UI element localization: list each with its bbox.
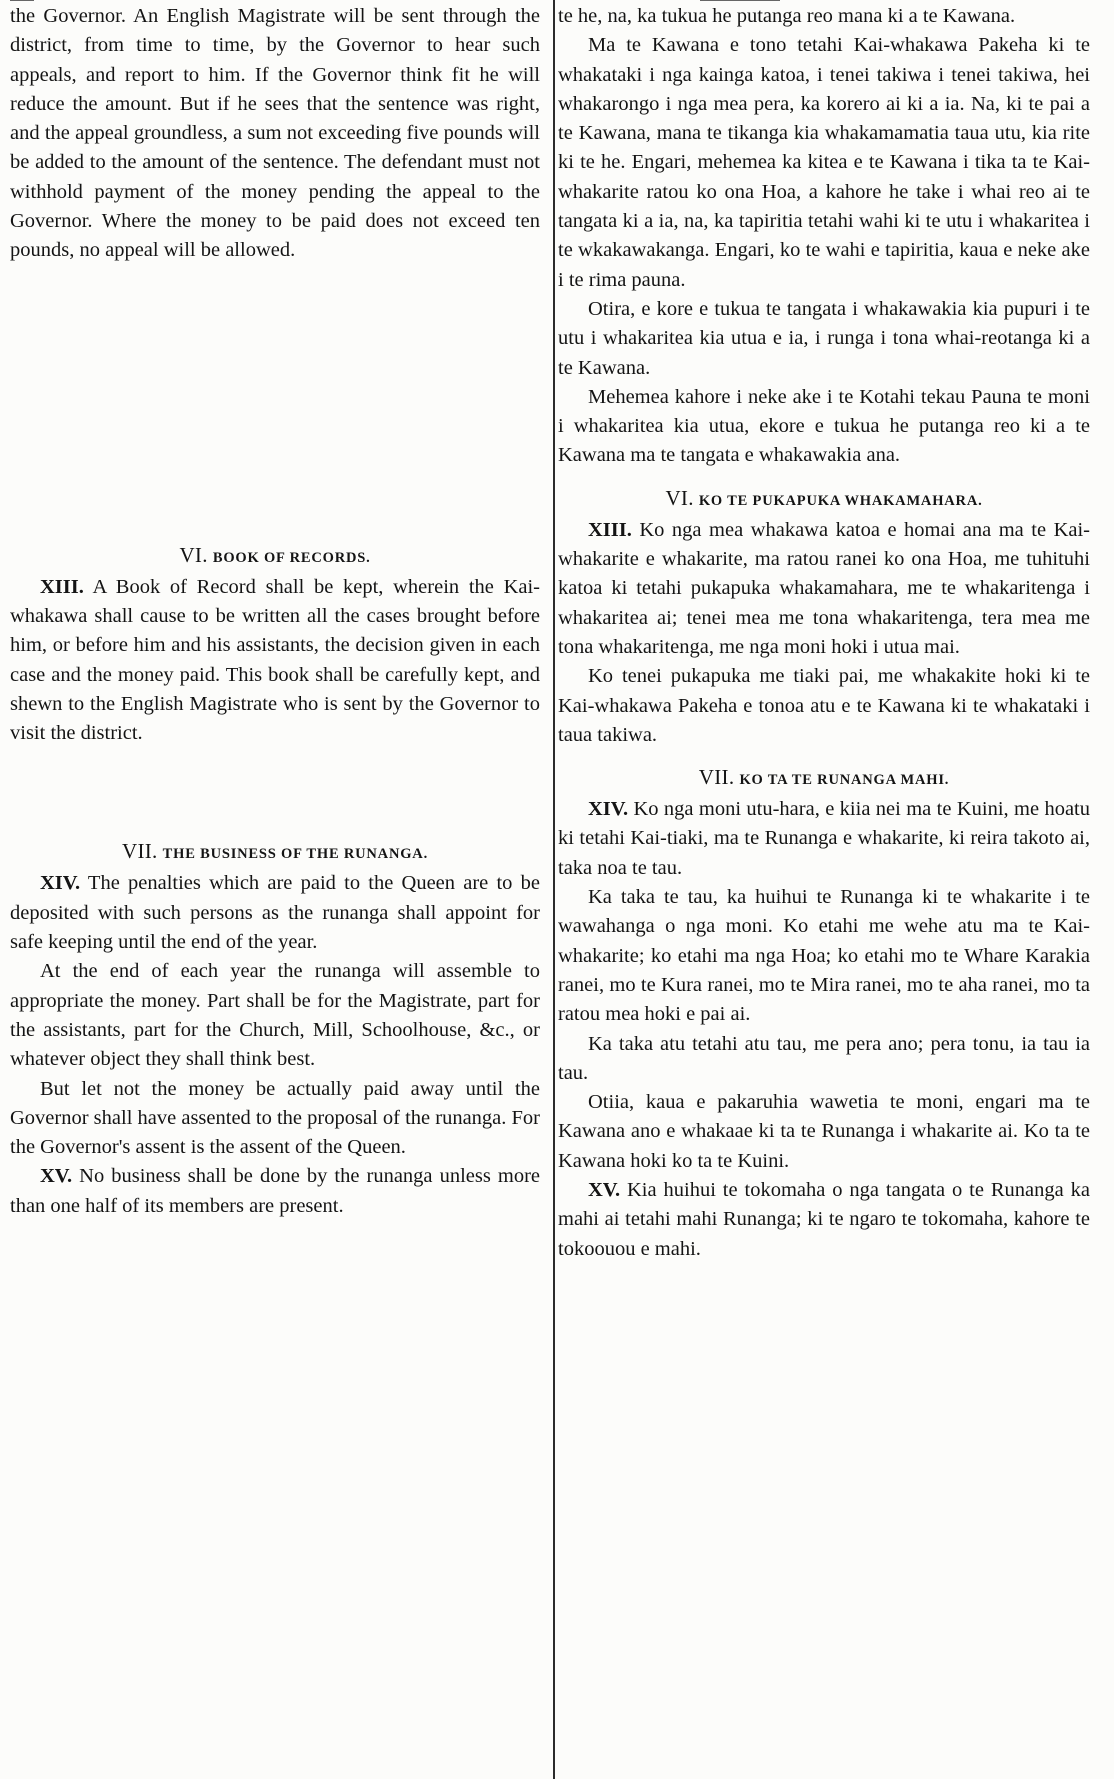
maori-heading-pukapuka: VI. KO TE PUKAPUKA WHAKAMAHARA. [665, 485, 983, 510]
english-end-of-year-paragraph: At the end of each year the runanga will assemble to appropriate the money. Part shall be for the Magistrate, part for the assistants, part for the Church, Mill, Schoolhouse, &c., or whatever object they shall think best. [10, 960, 540, 1071]
english-section-14: XIV. The penalties which are paid to the Queen are to be deposited with such persons as the runanga shall appoint for safe keeping until the end of the year. [10, 872, 540, 954]
english-heading-book-of-records: VI. BOOK OF RECORDS. [179, 542, 371, 567]
maori-each-year-paragraph: Ka taka atu tetahi atu tau, me pera ano; pera tonu, ia tau ia tau. [558, 1032, 1090, 1084]
maori-section-14: XIV. Ko nga moni utu-hara, e kiia nei ma te Kuini, me hoatu ki tetahi Kai-tiaki, ma te Runanga e whakarite, ki reira takoto ai, taka noa te tau. [558, 798, 1090, 879]
spacer [10, 748, 540, 838]
maori-withhold-paragraph: Otira, e kore e tukua te tangata i whakawakia kia pupuri i te utu i whakaritea kia utua e ia, i runga i tona whai-reotanga ki a te Kawana. [558, 297, 1090, 379]
spacer [10, 266, 540, 542]
maori-section-13: XIII. Ko nga mea whakawa katoa e homai ana ma te Kai-whakarite e whakarite, ma ratou ranei ko ona Hoa, me tuhituhi katoa ki tetahi pukapuka whakamahara, me te whakaritenga i whakaritea ai; tenei mea me tona whakaritenga, tera mea me tona whakaritenga, me nga moni hoki i utua mai. [558, 518, 1090, 658]
maori-section-15: XV. Kia huihui te tokomaha o nga tangata o te Runanga ka mahi ai tetahi mahi Runanga; ki te ngaro te tokomaha, kahore te tokoouou e mahi. [558, 1178, 1090, 1260]
spacer [558, 471, 1090, 485]
maori-appeal-continuation: te he, na, ka tukua he putanga reo mana ki a te Kawana. [558, 5, 1016, 27]
maori-assent-paragraph: Otiia, kaua e pakaruhia wawetia te moni, engari ma te Kawana ano e whakaae ki ta te Runanga i whakarite ai. Ko ta te Kawana hoki ko ta te Kuini. [558, 1091, 1090, 1172]
english-appeal-paragraph: the Governor. An English Magistrate will be sent through the district, from time to time, by the Governor to hear such appeals, and report to him. If the Governor think fit he will reduce the amount. But if he sees that the sentence was right, and the appeal groundless, a sum not exceeding five pounds will be added to the amount of the sentence. The defendant must not withhold payment of the money pending the appeal to the Governor. Where the money to be paid does not exceed ten pounds, no appeal will be allowed. [10, 5, 540, 262]
maori-heading-runanga-mahi: VII. KO TA TE RUNANGA MAHI. [698, 765, 950, 790]
maori-column [558, 0, 1090, 1264]
maori-end-of-year-paragraph: Ka taka te tau, ka huihui te Runanga ki te whakarite i te wawahanga o nga moni. Ko etahi me wehe atu ma te Kai-whakarite; ko etahi ma nga Hoa; ko etahi mo te Whare Karakia ranei, mo te Kura ranei, mo te Mira ranei, mo te aha ranei, mo ta ratou mea hoki e pai ai. [558, 886, 1090, 1026]
english-assent-paragraph: But let not the money be actually paid away until the Governor shall have assented to the proposal of the runanga. For the Governor's assent is the assent of the Queen. [10, 1077, 541, 1159]
english-section-15: XV. No business shall be done by the runanga unless more than one half of its members are present. [10, 1165, 541, 1217]
english-section-13: XIII. A Book of Record shall be kept, wherein the Kai-whakawa shall cause to be written all the cases brought before him, or before him and his assistants, the decision given in each case and the money paid. This book shall be carefully kept, and shewn to the English Magistrate who is sent by the Governor to visit the district. [10, 575, 540, 745]
english-column [10, 0, 540, 1221]
maori-book-paragraph: Ko tenei pukapuka me tiaki pai, me whakakite hoki ki te Kai-whakawa Pakeha e tonoa atu e te Kawana ki te whakataki i taua takiwa. [558, 665, 1090, 746]
column-divider [553, 0, 555, 1779]
english-heading-business-of-runanga: VII. THE BUSINESS OF THE RUNANGA. [121, 839, 428, 864]
maori-magistrate-paragraph: Ma te Kawana e tono tetahi Kai-whakawa Pakeha ki te whakataki i nga kainga katoa, i tenei takiwa i tenei takiwa, hei whakarongo i nga mea pera, ka korero ai ki a ia. Na, ki te pai a te Kawana, mana te tikanga kia whakamamatia taua utu, kia rite ki te he. Engari, mehemea ka kitea e te Kawana i tika ta te Kai-whakarite ratou ko ona Hoa, a kahore he take i whai reo ai te tangata ki a ia, na, ka tapiritia tetahi wahi ki te utu i whakaritea i te wkakawakanga. Engari, ko te wahi e tapiritia, kaua e neke ake i te rima pauna. [558, 34, 1090, 291]
maori-ten-pounds-paragraph: Mehemea kahore i neke ake i te Kotahi tekau Pauna te moni i whakaritea kia utua, ekore e tukua he putanga reo ki a te Kawana ma te tangata e whakawakia ana. [558, 385, 1090, 467]
spacer [558, 750, 1090, 764]
